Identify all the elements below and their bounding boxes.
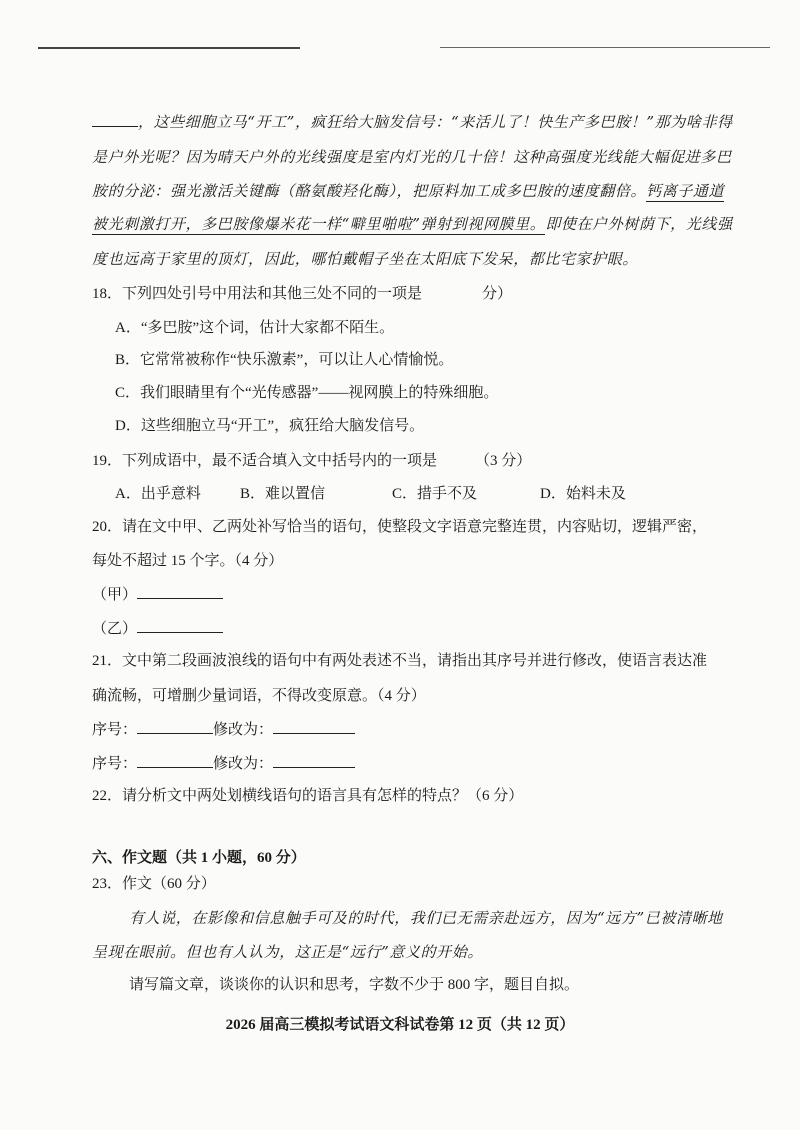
passage-line-1-text: ，这些细胞立马“开工”，疯狂给大脑发信号：“来活儿了！快生产多巴胺！”那为啥非得 [138, 113, 733, 131]
q21-answer-row-2 [92, 753, 355, 774]
q20-jia [92, 584, 223, 605]
passage-line-2: 是户外光呢？因为晴天户外的光线强度是室内灯光的几十倍！这种高强度光线能大幅促进多巴 [92, 148, 732, 166]
passage-line-1 [92, 112, 732, 132]
q23-title: 23．作文（60 分） [92, 876, 216, 892]
q20-yi-answer-line[interactable] [137, 618, 223, 633]
q19-option-d: D．始料未及 [540, 486, 626, 502]
passage-line-4 [92, 214, 732, 234]
passage-underlined-2: 被光刺激打开，多巴胺像爆米花一样“噼里啪啦”弹射到视网膜里。 [92, 215, 546, 233]
q21-fix-label-1: 修改为： [213, 722, 274, 738]
q19-stem-text: 19．下列成语中，最不适合填入文中括号内的一项是 [92, 453, 438, 469]
q21-fix-line-2[interactable] [273, 753, 355, 768]
q22-stem: 22．请分析文中两处划横线语句的语言具有怎样的特点？（6 分） [92, 788, 524, 804]
q18-option-c: C．我们眼睛里有个“光传感器”——视网膜上的特殊细胞。 [115, 385, 499, 401]
top-rule-left [38, 47, 300, 49]
q21-answer-row-1 [92, 719, 355, 740]
q18-score: 分） [482, 286, 513, 302]
q19-stem [92, 451, 531, 471]
page-footer: 2026 届高三模拟考试语文科试卷第 12 页（共 12 页） [225, 1017, 575, 1033]
q21-fix-line-1[interactable] [273, 719, 355, 734]
q18-stem-text: 18．下列四处引号中用法和其他三处不同的一项是 [92, 286, 423, 302]
q18-stem [92, 284, 512, 304]
q23-prompt-line-1: 有人说，在影像和信息触手可及的时代，我们已无需亲赴远方，因为“远方”已被清晰地 [129, 909, 723, 927]
q21-seq-line-1[interactable] [137, 719, 213, 734]
q20-jia-answer-line[interactable] [137, 584, 223, 599]
passage-line-3 [92, 181, 732, 201]
q19-option-a: A．出乎意料 [115, 486, 201, 502]
q19-option-b: B．难以置信 [240, 486, 326, 502]
passage-line-5: 度也远高于家里的顶灯，因此，哪怕戴帽子坐在太阳底下发呆，都比宅家护眼。 [92, 250, 639, 268]
q21-fix-label-2: 修改为： [213, 756, 274, 772]
passage-underlined-1: 钙离子通道 [646, 182, 725, 200]
q20-yi [92, 618, 223, 639]
q21-seq-label-1: 序号： [92, 722, 138, 738]
q18-option-d: D．这些细胞立马“开工”，疯狂给大脑发信号。 [115, 418, 425, 434]
q23-instruction: 请写篇文章，谈谈你的认识和思考，字数不少于 800 字，题目自拟。 [129, 977, 580, 993]
q21-seq-label-2: 序号： [92, 756, 138, 772]
q20-line-2: 每处不超过 15 个字。（4 分） [92, 553, 284, 569]
passage-line-3-text: 胺的分泌：强光激活关键酶（酪氨酸羟化酶），把原料加工成多巴胺的速度翻倍。 [92, 182, 647, 200]
passage-line-4-text: 即使在户外树荫下，光线强 [545, 215, 733, 233]
passage-blank [92, 112, 138, 127]
q21-line-1: 21．文中第二段画波浪线的语句中有两处表述不当，请指出其序号并进行修改，使语言表达准 [92, 653, 708, 669]
q19-option-c: C．措手不及 [392, 486, 478, 502]
q19-score: （3 分） [475, 453, 532, 469]
q20-line-1: 20．请在文中甲、乙两处补写恰当的语句，使整段文字语意完整连贯，内容贴切，逻辑严密， [92, 519, 708, 535]
top-rule-right [440, 47, 770, 48]
q18-option-b: B．它常常被称作“快乐激素”，可以让人心情愉悦。 [115, 352, 454, 368]
q20-jia-label: （甲） [92, 587, 138, 603]
q21-line-2: 确流畅，可增删少量词语，不得改变原意。（4 分） [92, 688, 426, 704]
q18-option-a: A．“多巴胺”这个词，估计大家都不陌生。 [115, 320, 395, 336]
q21-seq-line-2[interactable] [137, 753, 213, 768]
section6-title: 六、作文题（共 1 小题，60 分） [92, 850, 306, 866]
q23-prompt-line-2: 呈现在眼前。但也有人认为，这正是“远行”意义的开始。 [92, 943, 483, 961]
q20-yi-label: （乙） [92, 621, 138, 637]
